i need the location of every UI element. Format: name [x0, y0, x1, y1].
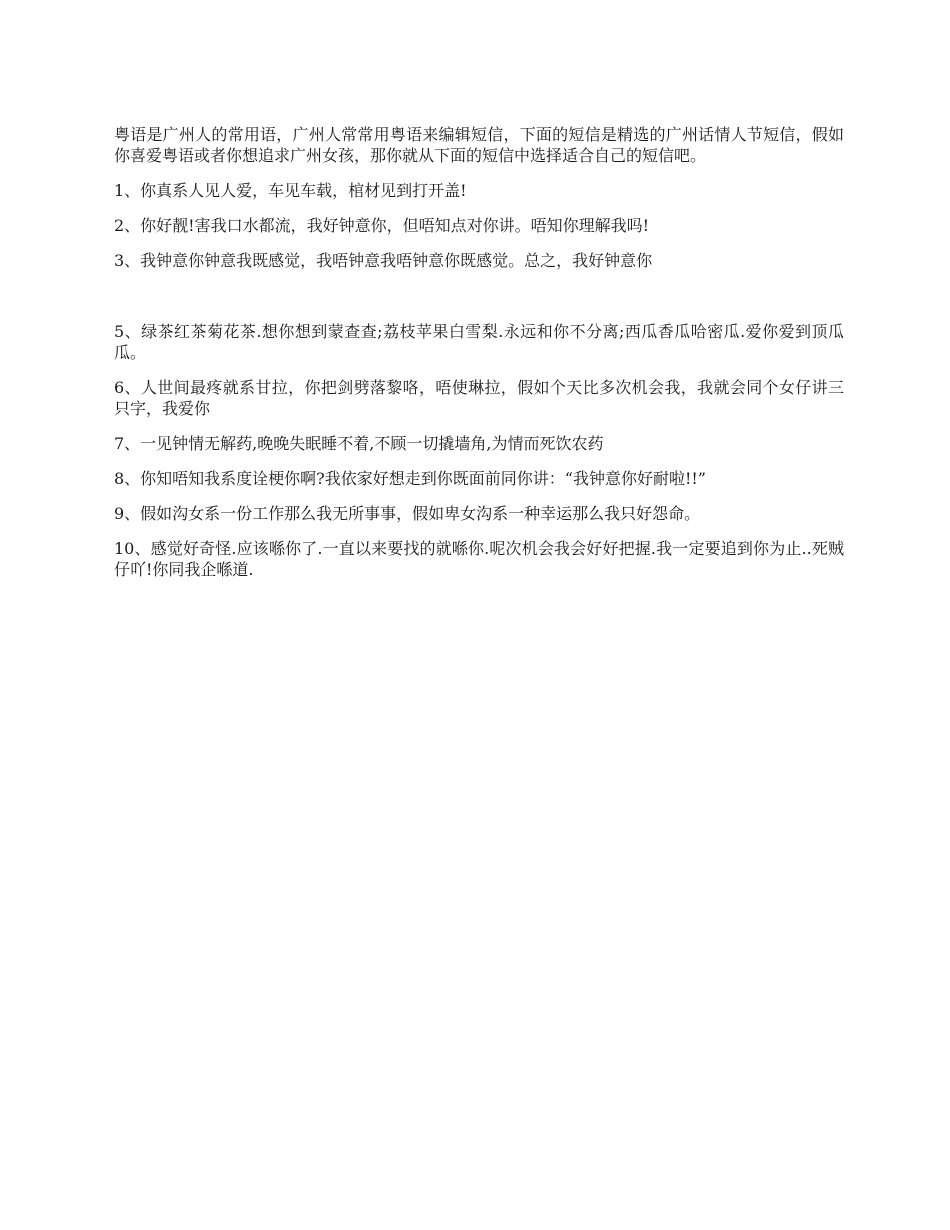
list-item: 1、你真系人见人爱，车见车载，棺材见到打开盖! — [114, 181, 467, 200]
intro-paragraph: 粤语是广州人的常用语，广州人常常用粤语来编辑短信，下面的短信是精选的广州话情人节短信，假如你喜爱粤语或者你想追求广州女孩，那你就从下面的短信中选择适合自己的短信吧。 — [114, 125, 844, 165]
list-item: 9、假如沟女系一份工作那么我无所事事，假如卑女沟系一种幸运那么我只好怨命。 — [114, 504, 701, 523]
list-item: 5、绿茶红茶菊花茶.想你想到蒙查查;荔枝苹果白雪梨.永远和你不分离;西瓜香瓜哈密瓜.爱你爱到顶瓜瓜。 — [114, 322, 844, 362]
list-item: 3、我钟意你钟意我既感觉，我唔钟意我唔钟意你既感觉。总之，我好钟意你 — [114, 251, 653, 270]
list-item: 8、你知唔知我系度诠梗你啊?我依家好想走到你既面前同你讲：“我钟意你好耐啦!!” — [114, 469, 706, 488]
list-item: 10、感觉好奇怪.应该喺你了.一直以来要找的就喺你.呢次机会我会好好把握.我一定要追到你为止..死贼仔吖!你同我企喺道. — [114, 539, 844, 579]
list-item: 7、一见钟情无解药,晚晚失眠睡不着,不顾一切撬墙角,为情而死饮农药 — [114, 434, 604, 453]
list-item: 6、人世间最疼就系甘拉，你把剑劈落黎咯，唔使琳拉，假如个天比多次机会我，我就会同个女仔讲三只字，我爱你 — [114, 378, 844, 418]
list-item: 2、你好靓!害我口水都流，我好钟意你，但唔知点对你讲。唔知你理解我吗! — [114, 216, 650, 235]
document-body — [114, 124, 844, 594]
